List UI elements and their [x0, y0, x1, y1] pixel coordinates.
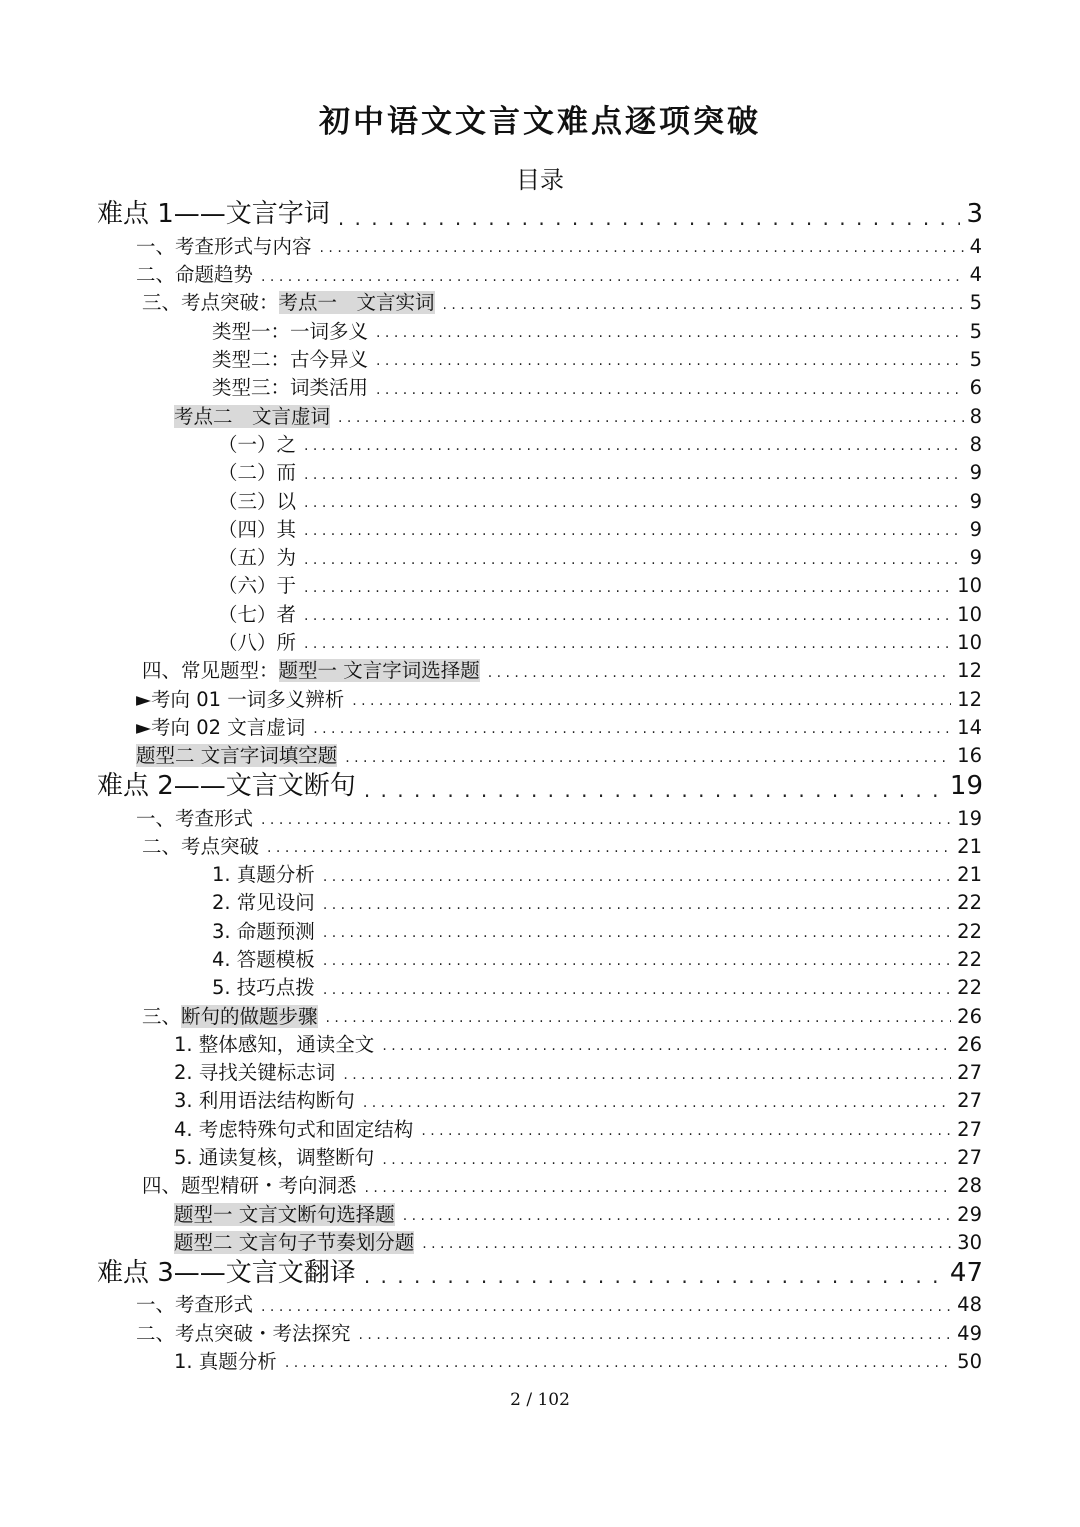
dot-leader: [376, 356, 964, 372]
dot-leader: [403, 1211, 951, 1227]
toc-page-number: 22: [957, 891, 982, 915]
toc-entry[interactable]: [0, 486, 982, 514]
toc-entry[interactable]: [0, 944, 982, 972]
toc-page-number: 12: [957, 687, 982, 711]
toc-entry-text: （七）者: [218, 602, 297, 626]
dot-leader: [421, 1126, 951, 1142]
dot-leader: [320, 243, 964, 259]
toc-entry[interactable]: [0, 1199, 982, 1227]
dot-leader: [285, 1358, 951, 1374]
toc-page-number: 9: [969, 461, 982, 485]
toc-entry[interactable]: [0, 316, 982, 344]
toc-page-number: 6: [969, 376, 982, 400]
toc-entry-text: （三）以: [218, 489, 297, 513]
toc-entry-label: [136, 745, 337, 768]
toc-entry[interactable]: [0, 542, 982, 570]
toc-page-number: 22: [957, 976, 982, 1000]
toc-entry-text: 二、命题趋势: [136, 263, 254, 287]
dot-leader: [364, 1270, 944, 1289]
toc-entry-label: [212, 349, 368, 372]
dot-leader: [304, 555, 964, 571]
toc-page-number: 10: [957, 631, 982, 655]
dot-leader: [343, 1070, 951, 1086]
toc-page-number: 19: [949, 770, 983, 801]
toc-page-number: 27: [957, 1061, 982, 1085]
toc-page-number: 9: [969, 546, 982, 570]
toc-entry-label: [136, 717, 305, 740]
toc-entry-label: [142, 1006, 318, 1029]
toc-page-number: 26: [957, 1004, 982, 1028]
toc-entry-label: [136, 808, 253, 831]
dot-leader: [345, 753, 951, 769]
toc-entry-text: 类型一：一词多义: [212, 319, 369, 343]
dot-leader: [488, 668, 951, 684]
toc-entry[interactable]: [0, 1227, 982, 1255]
toc-entry-label: [136, 1294, 253, 1317]
dot-leader: [326, 1013, 952, 1029]
toc-entry[interactable]: [0, 655, 982, 683]
toc-entry[interactable]: [0, 803, 982, 831]
toc-entry-text: （五）为: [218, 546, 297, 570]
toc-entry-label: [212, 321, 368, 344]
toc-page-number: 21: [957, 863, 982, 887]
toc-entry-label: [174, 1204, 395, 1227]
toc-page-number: 5: [969, 348, 982, 372]
toc-entry-text: 3. 利用语法结构断句: [174, 1089, 355, 1113]
toc-entry-text: 1. 真题分析: [174, 1349, 277, 1373]
toc-entry-label: [174, 1090, 355, 1113]
toc-page-number: 9: [969, 517, 982, 541]
toc-entry-label: [212, 949, 315, 972]
toc-entry-text: 1. 整体感知，通读全文: [174, 1032, 375, 1056]
dot-leader: [304, 470, 964, 486]
toc-entry[interactable]: [0, 1171, 982, 1199]
dot-leader: [382, 1041, 951, 1057]
toc-entry[interactable]: [0, 571, 982, 599]
toc-entry[interactable]: [0, 916, 982, 944]
toc-page-number: 10: [957, 574, 982, 598]
toc-page-number: 30: [957, 1230, 982, 1254]
toc-entry-text: 2. 常见设问: [212, 891, 315, 915]
dot-leader: [261, 272, 964, 288]
toc-entry-label: [174, 1034, 374, 1057]
toc-entry-text: 类型三：词类活用: [212, 376, 369, 400]
toc-entry-label: [212, 892, 315, 915]
dot-leader: [443, 300, 964, 316]
document-title: 初中语文文言文难点逐项突破: [319, 104, 761, 140]
toc-entry[interactable]: [0, 1057, 982, 1085]
dot-leader: [304, 583, 951, 599]
dot-leader: [323, 872, 951, 888]
dot-leader: [323, 985, 951, 1001]
toc-entry-text: 难点 1——文言字词: [97, 199, 330, 230]
toc-entry[interactable]: [0, 429, 982, 457]
toc-entry[interactable]: [0, 599, 982, 627]
toc-entry-text: 二、考点突破: [142, 834, 260, 858]
toc-page-number: 14: [957, 715, 982, 739]
toc-entry-text: 难点 3——文言文翻译: [97, 1257, 356, 1288]
toc-page-number: 3: [966, 199, 983, 230]
toc-chapter-entry[interactable]: [0, 769, 983, 803]
toc-entry[interactable]: [0, 288, 982, 316]
toc-entry-label: [136, 264, 253, 287]
toc-entry[interactable]: [0, 627, 982, 655]
toc-page-number: 50: [957, 1349, 982, 1373]
toc-chapter-entry[interactable]: [0, 197, 983, 231]
toc-page-number: 48: [957, 1293, 982, 1317]
dot-leader: [338, 413, 964, 429]
toc-entry-label: [142, 1175, 357, 1198]
toc-page-number: 47: [949, 1257, 983, 1288]
toc-entry-text: 四、题型精研・考向洞悉: [142, 1174, 357, 1198]
toc-entry[interactable]: [0, 1289, 982, 1317]
toc-page-number: 19: [957, 806, 982, 830]
toc-entry-highlighted-text: 考点一 文言实词: [278, 291, 435, 315]
table-of-contents: [0, 197, 1080, 1374]
dot-leader: [323, 956, 951, 972]
toc-entry-label: [136, 689, 344, 712]
toc-page-number: 26: [957, 1032, 982, 1056]
toc-entry-label: [142, 836, 259, 859]
toc-entry-text: 5. 通读复核，调整断句: [174, 1146, 375, 1170]
toc-entry-text: 一、考查形式: [136, 1293, 254, 1317]
toc-entry[interactable]: [0, 1029, 982, 1057]
dot-leader: [363, 1098, 951, 1114]
toc-page-number: 29: [957, 1202, 982, 1226]
toc-entry-label: [212, 864, 315, 887]
toc-entry-text: （六）于: [218, 574, 297, 598]
toc-entry[interactable]: [0, 372, 982, 400]
toc-entry-highlighted-text: 题型二 文言字词填空题: [136, 744, 338, 768]
dot-leader: [382, 1155, 951, 1171]
toc-entry-label: [174, 1147, 374, 1170]
dot-leader: [323, 928, 951, 944]
toc-entry-text: 一、考查形式与内容: [136, 234, 312, 258]
dot-leader: [376, 328, 964, 344]
dot-leader: [304, 611, 951, 627]
toc-entry-text: （八）所: [218, 631, 297, 655]
toc-heading: 目录: [516, 166, 564, 194]
toc-entry[interactable]: [0, 972, 982, 1000]
toc-page-number: 5: [969, 291, 982, 315]
toc-entry-highlighted-text: 题型一 文言文断句选择题: [174, 1202, 395, 1226]
toc-entry-label: [174, 406, 330, 429]
toc-entry[interactable]: [0, 514, 982, 542]
toc-page-number: 9: [969, 489, 982, 513]
dot-leader: [352, 696, 951, 712]
toc-entry-label: [174, 1232, 414, 1255]
toc-page-number: 27: [957, 1146, 982, 1170]
toc-entry-text: 类型二：古今异义: [212, 348, 369, 372]
toc-page-number: 12: [957, 659, 982, 683]
dot-leader: [267, 843, 951, 859]
toc-entry-text: 3. 命题预测: [212, 919, 315, 943]
toc-page-number: 4: [969, 263, 982, 287]
dot-leader: [359, 1330, 952, 1346]
toc-entry[interactable]: [0, 1318, 982, 1346]
toc-entry-label: [212, 977, 315, 1000]
toc-entry-text: 2. 寻找关键标志词: [174, 1061, 336, 1085]
dot-leader: [365, 1183, 952, 1199]
toc-entry[interactable]: [0, 259, 982, 287]
toc-entry[interactable]: [0, 401, 982, 429]
toc-chapter-entry[interactable]: [0, 1255, 983, 1289]
dot-leader: [364, 784, 944, 803]
dot-leader: [323, 900, 951, 916]
page-number-footer: 2 / 102: [510, 1390, 570, 1410]
toc-entry-label: [218, 575, 296, 598]
toc-entry[interactable]: [0, 231, 982, 259]
toc-entry[interactable]: [0, 740, 982, 768]
toc-page-number: 28: [957, 1174, 982, 1198]
toc-entry-text: （四）其: [218, 517, 297, 541]
toc-entry[interactable]: [0, 712, 982, 740]
toc-page-number: 22: [957, 948, 982, 971]
toc-entry-text: （二）而: [218, 461, 297, 485]
dot-leader: [304, 526, 964, 542]
toc-entry-label: [218, 632, 296, 655]
toc-entry-label: [218, 519, 296, 542]
toc-entry-label: [218, 434, 296, 457]
toc-entry[interactable]: [0, 684, 982, 712]
dot-leader: [376, 385, 964, 401]
toc-entry-highlighted-text: 题型二 文言句子节奏划分题: [174, 1230, 415, 1254]
toc-entry-text: 1. 真题分析: [212, 863, 315, 887]
dot-leader: [304, 441, 964, 457]
toc-entry-text: 4. 考虑特殊句式和固定结构: [174, 1117, 414, 1141]
toc-page-number: 27: [957, 1089, 982, 1113]
toc-entry[interactable]: [0, 831, 982, 859]
dot-leader: [261, 1302, 951, 1318]
toc-page-number: 49: [957, 1321, 982, 1345]
toc-entry-text: 4. 答题模板: [212, 948, 315, 971]
toc-entry-text: ►考向 02 文言虚词: [136, 715, 306, 739]
toc-entry-label: [142, 660, 480, 683]
toc-entry-label: [174, 1351, 277, 1374]
toc-entry[interactable]: [0, 457, 982, 485]
toc-entry-label: [218, 604, 296, 627]
toc-entry-text: 四、常见题型：: [142, 659, 279, 683]
toc-entry-label: [97, 772, 356, 803]
dot-leader: [338, 212, 961, 231]
toc-entry-text: 5. 技巧点拨: [212, 976, 315, 1000]
toc-entry-label: [142, 292, 435, 315]
toc-page-number: 22: [957, 919, 982, 943]
toc-entry[interactable]: [0, 888, 982, 916]
toc-entry[interactable]: [0, 1114, 982, 1142]
toc-entry[interactable]: [0, 1086, 982, 1114]
toc-entry[interactable]: [0, 1142, 982, 1170]
toc-entry-highlighted-text: 考点二 文言虚词: [174, 404, 331, 428]
toc-entry-highlighted-text: 断句的做题步骤: [181, 1004, 318, 1028]
toc-page-number: 21: [957, 834, 982, 858]
toc-entry-label: [218, 547, 296, 570]
toc-entry[interactable]: [0, 1001, 982, 1029]
toc-entry-label: [212, 377, 368, 400]
toc-entry-text: 难点 2——文言文断句: [97, 770, 356, 801]
dot-leader: [304, 498, 964, 514]
toc-entry-label: [218, 491, 296, 514]
toc-entry-text: 三、: [142, 1004, 182, 1028]
dot-leader: [422, 1239, 951, 1255]
toc-page-number: 4: [969, 234, 982, 258]
toc-entry-label: [136, 236, 312, 259]
toc-entry-text: ►考向 01 一词多义辨析: [136, 687, 345, 711]
toc-entry-highlighted-text: 题型一 文言字词选择题: [278, 659, 480, 683]
toc-entry-label: [174, 1062, 335, 1085]
dot-leader: [313, 724, 951, 740]
toc-page-number: 8: [969, 404, 982, 428]
toc-entry-label: [218, 462, 296, 485]
toc-entry[interactable]: [0, 859, 982, 887]
dot-leader: [261, 815, 951, 831]
toc-entry-text: 三、考点突破：: [142, 291, 279, 315]
toc-page-number: 5: [969, 319, 982, 343]
dot-leader: [304, 639, 951, 655]
toc-entry-text: （一）之: [218, 432, 297, 456]
toc-entry-label: [212, 921, 315, 944]
toc-entry[interactable]: [0, 344, 982, 372]
toc-page-number: 16: [957, 744, 982, 768]
toc-page-number: 27: [957, 1117, 982, 1141]
toc-entry-text: 二、考点突破・考法探究: [136, 1321, 351, 1345]
toc-page-number: 10: [957, 602, 982, 626]
toc-entry-label: [97, 200, 330, 231]
toc-entry[interactable]: [0, 1346, 982, 1374]
toc-entry-label: [97, 1259, 356, 1290]
toc-entry-label: [174, 1119, 413, 1142]
toc-entry-text: 一、考查形式: [136, 806, 254, 830]
toc-entry-label: [136, 1323, 351, 1346]
toc-page-number: 8: [969, 432, 982, 456]
